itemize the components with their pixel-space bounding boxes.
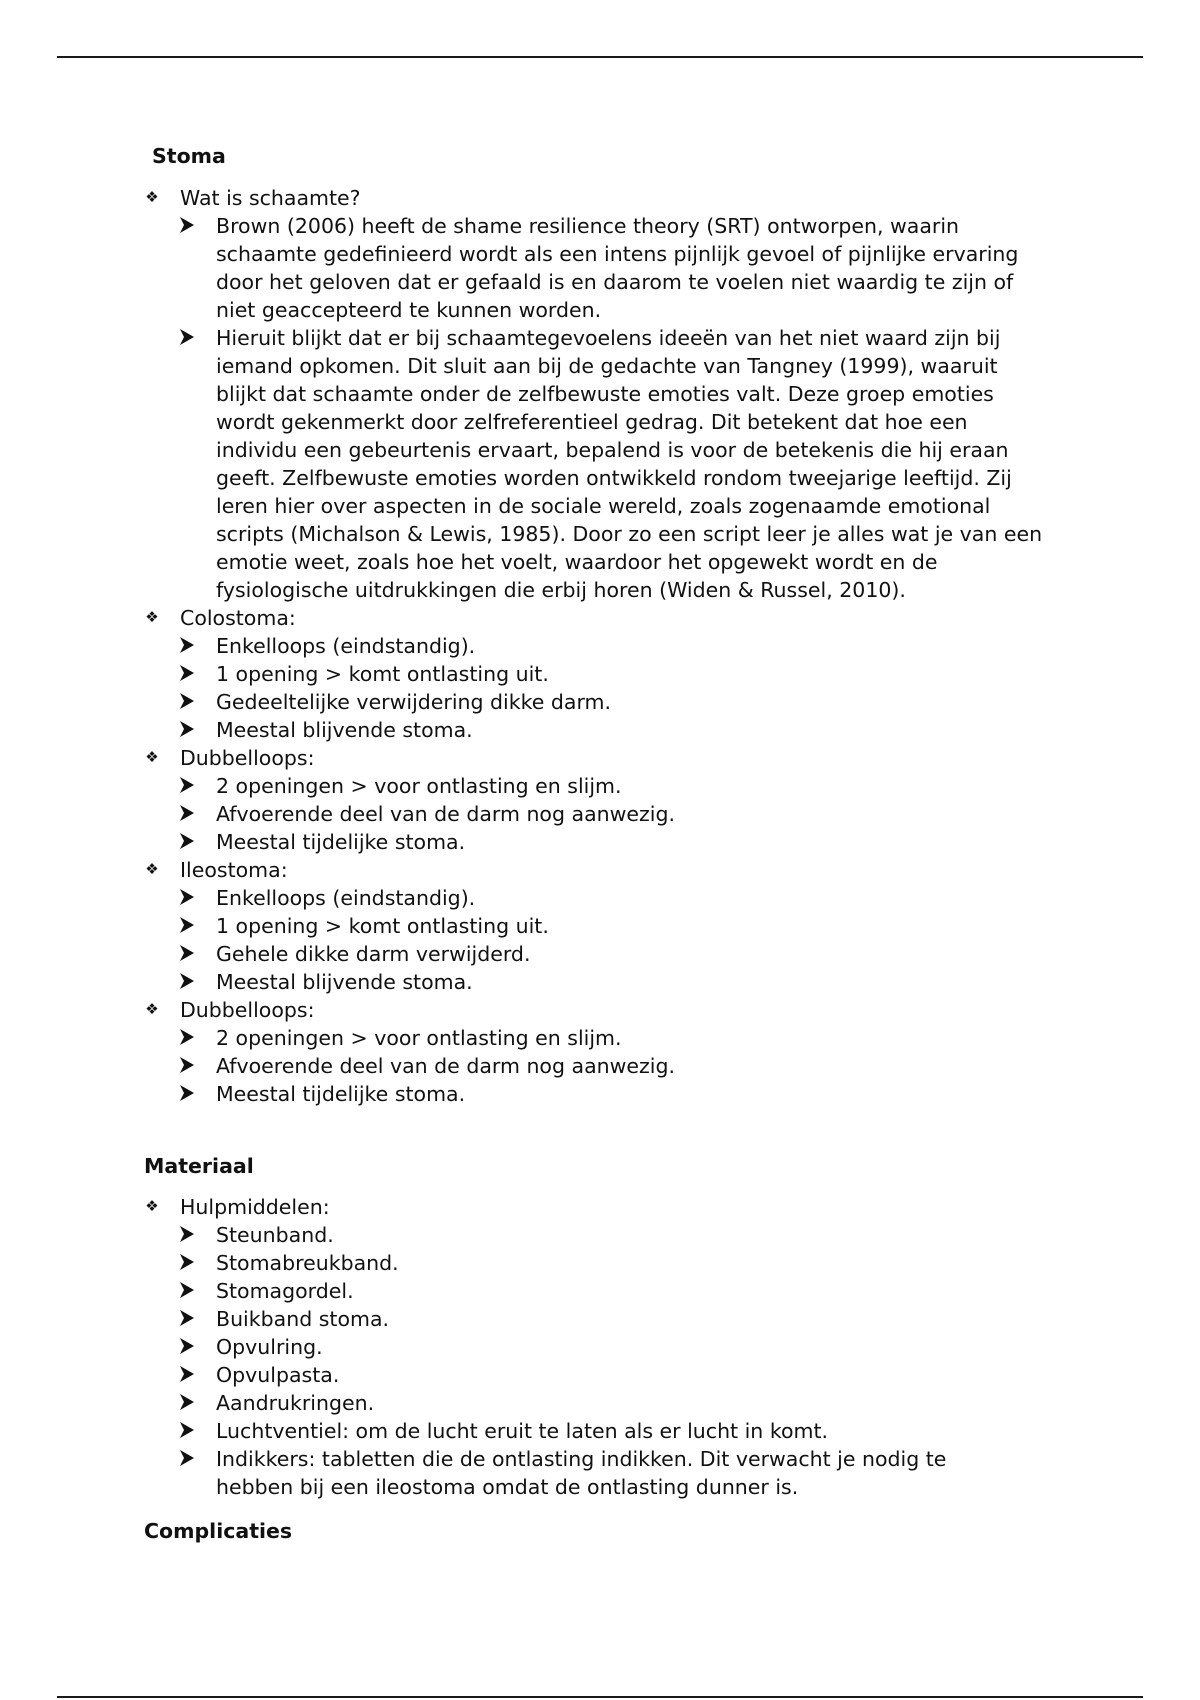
arrow-bullet-icon	[180, 1450, 196, 1468]
sub-list	[180, 1024, 1064, 1108]
sub-list-item-text: Meestal blijvende stoma.	[216, 718, 473, 742]
sub-list-item-text: Enkelloops (eindstandig).	[216, 886, 476, 910]
sub-list-item-text: Meestal blijvende stoma.	[216, 970, 473, 994]
arrow-bullet-icon	[180, 777, 196, 795]
sub-list-item-text: Opvulpasta.	[216, 1363, 340, 1387]
sub-list-item	[180, 212, 1050, 324]
list-item	[144, 996, 1064, 1108]
section-heading-stoma: Stoma	[152, 144, 226, 168]
stoma-list	[144, 184, 1064, 1108]
arrow-bullet-icon	[180, 329, 196, 347]
arrow-bullet-icon	[180, 945, 196, 963]
sub-list-item-text: Stomabreukband.	[216, 1251, 399, 1275]
sub-list-item	[180, 884, 1064, 912]
diamond-bullet-icon: ❖	[145, 748, 159, 766]
sub-list-item	[180, 660, 1064, 688]
sub-list-item	[180, 1333, 1030, 1361]
arrow-bullet-icon	[180, 1226, 196, 1244]
arrow-bullet-icon	[180, 721, 196, 739]
sub-list-item	[180, 324, 1050, 604]
sub-list-item	[180, 1249, 1030, 1277]
arrow-bullet-icon	[180, 833, 196, 851]
arrow-bullet-icon	[180, 217, 196, 235]
sub-list-item	[180, 800, 1064, 828]
sub-list-item-text: Opvulring.	[216, 1335, 323, 1359]
arrow-bullet-icon	[180, 637, 196, 655]
sub-list-item	[180, 1024, 1064, 1052]
arrow-bullet-icon	[180, 1282, 196, 1300]
diamond-bullet-icon: ❖	[145, 860, 159, 878]
list-item	[144, 184, 1064, 604]
sub-list-item	[180, 1052, 1064, 1080]
arrow-bullet-icon	[180, 805, 196, 823]
diamond-bullet-icon: ❖	[145, 1000, 159, 1018]
sub-list-item-text: 1 opening > komt ontlasting uit.	[216, 662, 549, 686]
arrow-bullet-icon	[180, 1366, 196, 1384]
section-heading-complicaties: Complicaties	[144, 1519, 293, 1543]
sub-list-item	[180, 1389, 1030, 1417]
sub-list-item-text: Meestal tijdelijke stoma.	[216, 830, 466, 854]
sub-list-item	[180, 1417, 1030, 1445]
diamond-bullet-icon: ❖	[145, 1197, 159, 1215]
arrow-bullet-icon	[180, 1422, 196, 1440]
arrow-bullet-icon	[180, 1310, 196, 1328]
arrow-bullet-icon	[180, 1057, 196, 1075]
arrow-bullet-icon	[180, 917, 196, 935]
sub-list-item-text: 2 openingen > voor ontlasting en slijm.	[216, 1026, 622, 1050]
sub-list-item-text: 1 opening > komt ontlasting uit.	[216, 914, 549, 938]
sub-list-item	[180, 912, 1064, 940]
arrow-bullet-icon	[180, 1085, 196, 1103]
sub-list	[180, 772, 1064, 856]
section-heading-materiaal: Materiaal	[144, 1154, 254, 1178]
list-item-label: Wat is schaamte?	[180, 186, 361, 210]
sub-list-item-text: Stomagordel.	[216, 1279, 354, 1303]
sub-list-item-text: Hieruit blijkt dat er bij schaamtegevoelens ideeën van het niet waard zijn bij iemand opkomen. Dit sluit aan bij de gedachte van Tangney (1999), waaruit blijkt dat schaamte onder de zelfbewuste emoties valt. Deze groep emoties wordt gekenmerkt door zelfreferentieel gedrag. Dit betekent dat hoe een individu een gebeurtenis ervaart, bepalend is voor de betekenis die hij eraan geeft. Zelfbewuste emoties worden ontwikkeld rondom tweejarige leeftijd. Zij leren hier over aspecten in de sociale wereld, zoals zogenaamde emotional scripts (Michalson & Lewis, 1985). Door zo een script leer je alles wat je van een emotie weet, zoals hoe het voelt, waardoor het opgewekt wordt en de fysiologische uitdrukkingen die erbij horen (Widen & Russel, 2010).	[216, 326, 1043, 602]
arrow-bullet-icon	[180, 693, 196, 711]
list-item	[144, 1193, 1064, 1501]
arrow-bullet-icon	[180, 1394, 196, 1412]
list-item-label: Dubbelloops:	[180, 998, 315, 1022]
diamond-bullet-icon: ❖	[145, 608, 159, 626]
sub-list-item-text: Buikband stoma.	[216, 1307, 390, 1331]
sub-list-item	[180, 1305, 1030, 1333]
list-item-label: Dubbelloops:	[180, 746, 315, 770]
materiaal-list	[144, 1193, 1064, 1501]
bottom-rule	[57, 1696, 1143, 1698]
sub-list-item-text: Aandrukringen.	[216, 1391, 375, 1415]
sub-list-item-text: Afvoerende deel van de darm nog aanwezig.	[216, 802, 675, 826]
sub-list	[180, 884, 1064, 996]
sub-list-item-text: Indikkers: tabletten die de ontlasting indikken. Dit verwacht je nodig te hebben bij een ileostoma omdat de ontlasting dunner is.	[216, 1447, 947, 1499]
sub-list-item	[180, 772, 1064, 800]
list-item	[144, 856, 1064, 996]
sub-list-item	[180, 940, 1064, 968]
sub-list-item	[180, 632, 1064, 660]
sub-list-item-text: Meestal tijdelijke stoma.	[216, 1082, 466, 1106]
list-item-label: Hulpmiddelen:	[180, 1195, 330, 1219]
sub-list-item-text: Gedeeltelijke verwijdering dikke darm.	[216, 690, 612, 714]
sub-list-item	[180, 716, 1064, 744]
sub-list-item	[180, 1080, 1064, 1108]
sub-list-item-text: Brown (2006) heeft de shame resilience theory (SRT) ontworpen, waarin schaamte gedefinieerd wordt als een intens pijnlijk gevoel of pijnlijke ervaring door het geloven dat er gefaald is en daarom te voelen niet waardig te zijn of niet geaccepteerd te kunnen worden.	[216, 214, 1019, 322]
list-item	[144, 744, 1064, 856]
arrow-bullet-icon	[180, 973, 196, 991]
sub-list-item-text: Gehele dikke darm verwijderd.	[216, 942, 531, 966]
arrow-bullet-icon	[180, 665, 196, 683]
sub-list-item-text: 2 openingen > voor ontlasting en slijm.	[216, 774, 622, 798]
sub-list	[180, 1221, 1030, 1501]
arrow-bullet-icon	[180, 889, 196, 907]
list-item-label: Colostoma:	[180, 606, 296, 630]
sub-list-item	[180, 1221, 1030, 1249]
sub-list-item	[180, 688, 1064, 716]
sub-list-item	[180, 1445, 1030, 1501]
sub-list-item	[180, 1277, 1030, 1305]
arrow-bullet-icon	[180, 1338, 196, 1356]
list-item	[144, 604, 1064, 744]
sub-list-item	[180, 968, 1064, 996]
arrow-bullet-icon	[180, 1254, 196, 1272]
sub-list	[180, 632, 1064, 744]
sub-list-item-text: Afvoerende deel van de darm nog aanwezig.	[216, 1054, 675, 1078]
arrow-bullet-icon	[180, 1029, 196, 1047]
diamond-bullet-icon: ❖	[145, 188, 159, 206]
sub-list-item-text: Luchtventiel: om de lucht eruit te laten als er lucht in komt.	[216, 1419, 829, 1443]
sub-list-item-text: Steunband.	[216, 1223, 334, 1247]
sub-list-item	[180, 828, 1064, 856]
sub-list-item-text: Enkelloops (eindstandig).	[216, 634, 476, 658]
list-item-label: Ileostoma:	[180, 858, 288, 882]
sub-list-item	[180, 1361, 1030, 1389]
sub-list	[180, 212, 1050, 604]
